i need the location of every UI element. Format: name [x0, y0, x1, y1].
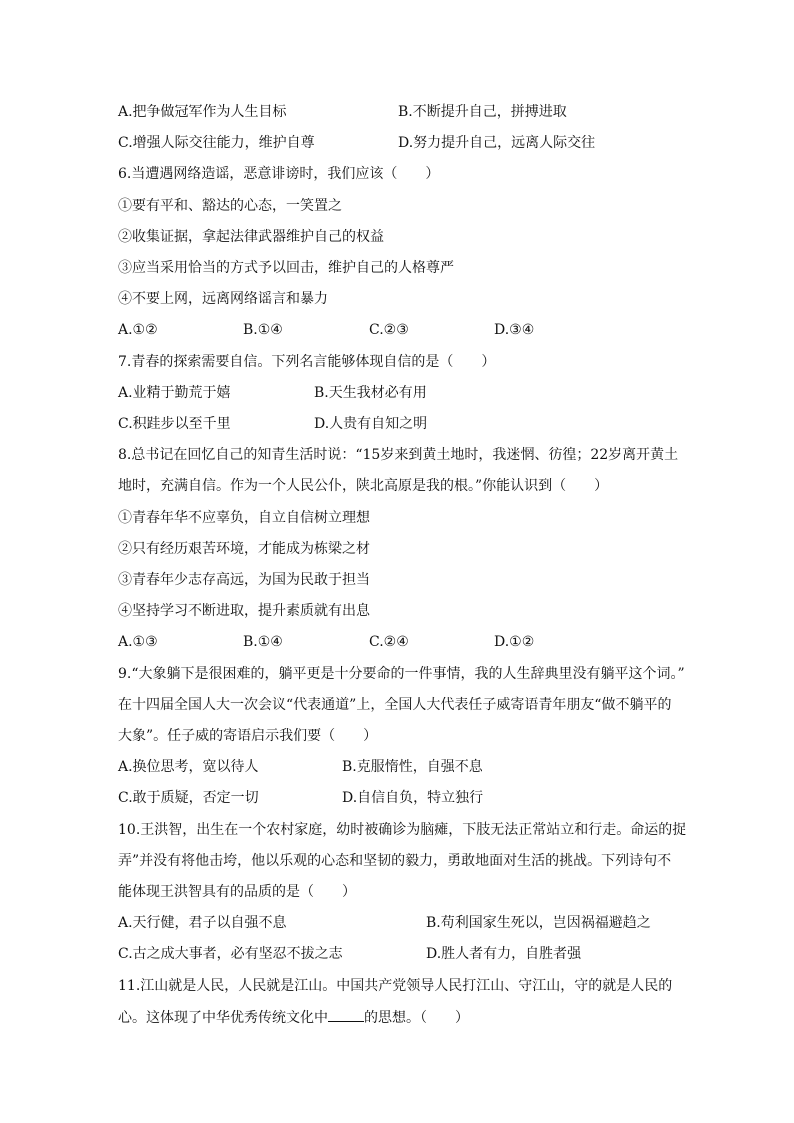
- q7-option-c: C.积跬步以至千里: [118, 416, 231, 432]
- q10-option-c: C.古之成大事者，必有坚忍不拔之志: [118, 946, 343, 962]
- q10-stem-line-1: 10.王洪智，出生在一个农村家庭，幼时被确诊为脑瘫，下肢无法正常站立和行走。命运的捉: [118, 822, 687, 838]
- q10-option-d: D.胜人者有力，自胜者强: [426, 946, 582, 962]
- q8-option-d: D.①②: [494, 634, 535, 650]
- q7-option-a: A.业精于勤荒于嬉: [118, 385, 231, 401]
- q7-stem: 7.青春的探索需要自信。下列名言能够体现自信的是（ ）: [118, 354, 496, 370]
- q11-stem-after-blank: 的思想。（ ）: [364, 1010, 469, 1026]
- q6-option-d: D.③④: [494, 322, 535, 338]
- q9-option-a: A.换位思考，宽以待人: [118, 759, 259, 775]
- q6-stem: 6.当遭遇网络造谣，恶意诽谤时，我们应该（ ）: [118, 166, 440, 182]
- q10-option-a: A.天行健，君子以自强不息: [118, 915, 287, 931]
- q9-stem-line-3: 大象”。任子威的寄语启示我们要（ ）: [118, 728, 378, 744]
- q8-item-1: ①青春年华不应辜负，自立自信树立理想: [118, 510, 370, 526]
- q9-option-d: D.自信自负，特立独行: [342, 790, 484, 806]
- q11-stem-line-2: [118, 1007, 469, 1028]
- fill-in-blank: [328, 1007, 364, 1022]
- q5-option-b: B.不断提升自己，拼搏进取: [398, 104, 567, 120]
- q7-option-d: D.人贵有自知之明: [314, 416, 428, 432]
- q10-option-b: B.苟利国家生死以，岂因祸福避趋之: [426, 915, 651, 931]
- q6-item-2: ②收集证据，拿起法律武器维护自己的权益: [118, 229, 384, 245]
- q8-stem-line-2: 地时，充满自信。作为一个人民公仆，陕北高原是我的根。”你能认识到（ ）: [118, 478, 609, 494]
- q6-item-1: ①要有平和、豁达的心态，一笑置之: [118, 198, 342, 214]
- q6-option-c: C.②③: [369, 322, 409, 338]
- q8-item-3: ③青春年少志存高远，为国为民敢于担当: [118, 572, 370, 588]
- q8-option-b: B.①④: [243, 634, 283, 650]
- q5-option-a: A.把争做冠军作为人生目标: [118, 104, 287, 120]
- q6-item-4: ④不要上网，远离网络谣言和暴力: [118, 291, 328, 307]
- q8-option-c: C.②④: [369, 634, 409, 650]
- q10-stem-line-3: 能体现王洪智具有的品质的是（ ）: [118, 884, 356, 900]
- q9-option-b: B.克服惰性，自强不息: [342, 759, 483, 775]
- q7-option-b: B.天生我材必有用: [314, 385, 427, 401]
- q11-stem-line-1: 11.江山就是人民，人民就是江山。中国共产党领导人民打江山、守江山，守的就是人民的: [118, 978, 673, 994]
- q8-option-a: A.①③: [118, 634, 158, 650]
- q10-stem-line-2: 弄”并没有将他击垮，他以乐观的心态和坚韧的毅力，勇敢地面对生活的挑战。下列诗句不: [118, 853, 672, 869]
- q6-option-b: B.①④: [243, 322, 283, 338]
- q8-item-2: ②只有经历艰苦环境，才能成为栋梁之材: [118, 541, 370, 557]
- q8-stem-line-1: 8.总书记在回忆自己的知青生活时说：“15岁来到黄土地时，我迷惘、彷徨；22岁离开黄土: [118, 447, 679, 463]
- q5-option-c: C.增强人际交往能力，维护自尊: [118, 135, 315, 151]
- q6-option-a: A.①②: [118, 322, 158, 338]
- q9-stem-line-1: 9.“大象躺下是很困难的，躺平更是十分要命的一件事情，我的人生辞典里没有躺平这个词。”: [118, 666, 685, 682]
- q8-item-4: ④坚持学习不断进取，提升素质就有出息: [118, 603, 370, 619]
- q5-option-d: D.努力提升自己，远离人际交往: [398, 135, 596, 151]
- q6-item-3: ③应当采用恰当的方式予以回击，维护自己的人格尊严: [118, 260, 454, 276]
- q9-option-c: C.敢于质疑，否定一切: [118, 790, 259, 806]
- q9-stem-line-2: 在十四届全国人大一次会议“代表通道”上，全国人大代表任子威寄语青年朋友“做不躺平的: [118, 697, 672, 713]
- q11-stem-before-blank: 心。这体现了中华优秀传统文化中: [118, 1010, 328, 1026]
